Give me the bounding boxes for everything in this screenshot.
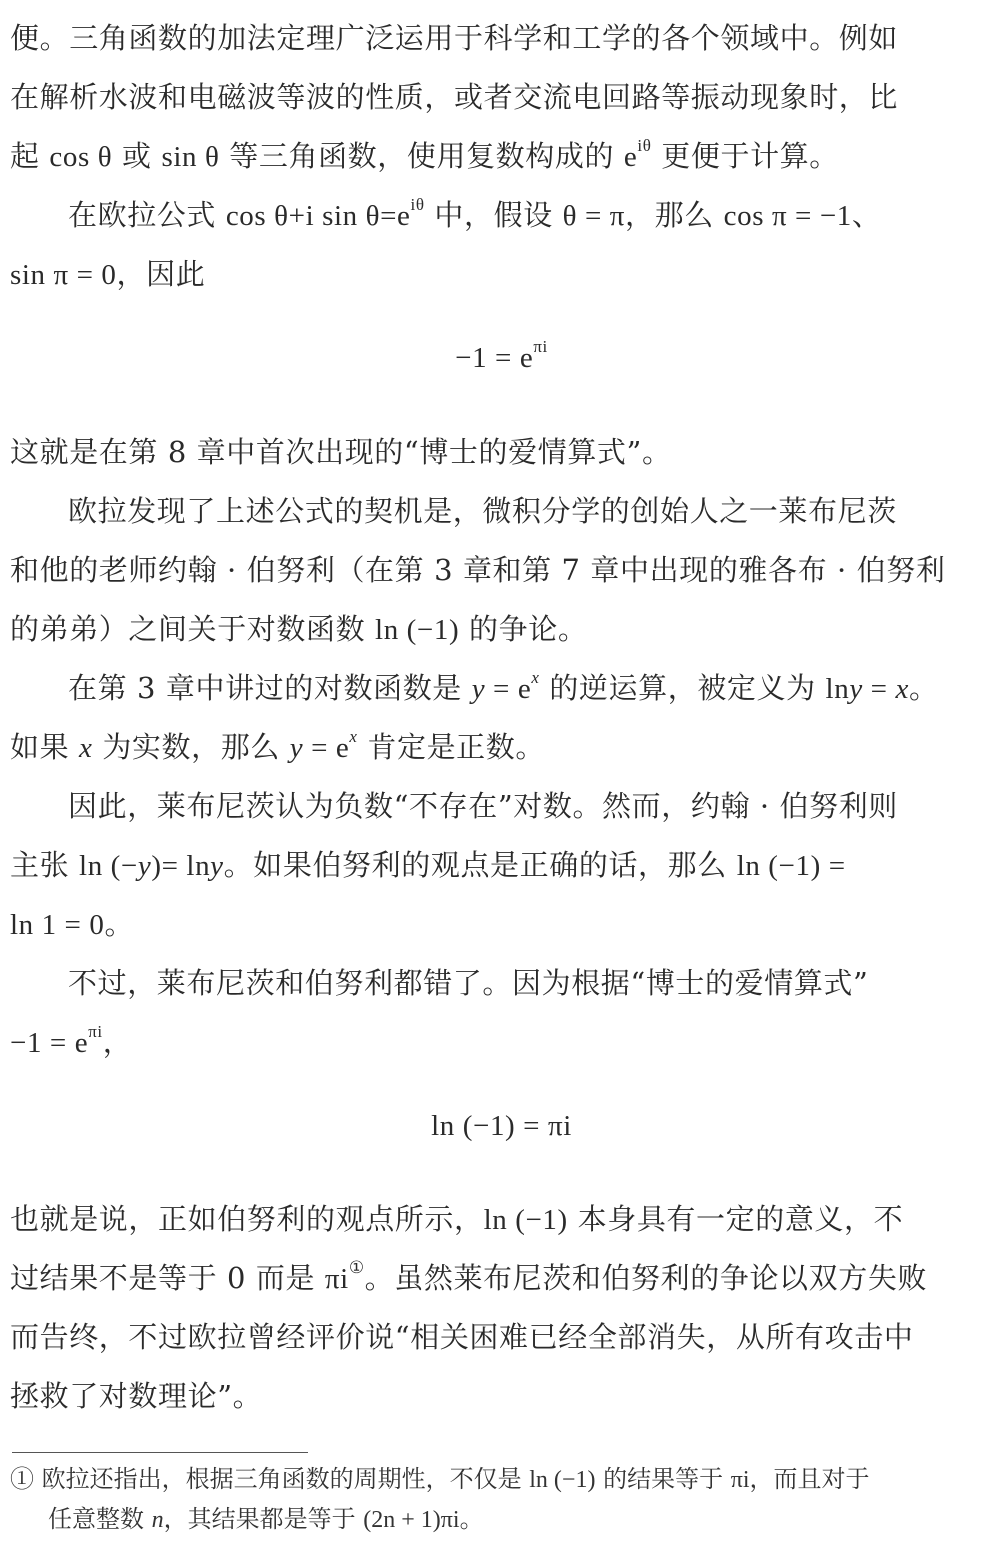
math-var-y: y — [289, 732, 304, 764]
math-eq: = — [862, 673, 896, 705]
text: ，因此 — [116, 257, 206, 291]
math-var-n: n — [151, 1507, 164, 1533]
footnote-divider — [12, 1452, 308, 1453]
paragraph-6-line-2 — [10, 845, 989, 885]
text: 或 — [112, 139, 162, 173]
math-pi-i: πi — [324, 1263, 349, 1295]
paragraph-5-line-1 — [68, 668, 989, 708]
math-eq-e: = e — [485, 673, 532, 705]
math-exponent: iθ — [410, 195, 425, 215]
equation-euler-identity — [0, 338, 1003, 378]
text: 本身具有一定的意义，不 — [567, 1202, 904, 1236]
text: 、 — [851, 198, 882, 232]
paragraph-1-line-3 — [10, 136, 989, 176]
math-ln-close: )= ln — [151, 850, 211, 882]
text: 在第 3 章中讲过的对数函数是 — [68, 671, 472, 705]
paragraph-3-line-1: 这就是在第 8 章中首次出现的“博士的爱情算式”。 — [10, 435, 672, 469]
text: 的弟弟）之间关于对数函数 — [10, 612, 376, 646]
math-ln-minus-one: ln (−1) — [483, 1204, 568, 1236]
text: 欧拉还指出，根据三角函数的周期性，不仅是 — [34, 1465, 530, 1493]
text: 在欧拉公式 — [68, 198, 226, 232]
text: 。 — [908, 671, 939, 705]
math-var-x: x — [349, 727, 358, 747]
math-theta-pi: θ = π — [562, 200, 626, 232]
paragraph-2-line-1 — [68, 195, 989, 235]
paragraph-5-line-2 — [10, 727, 989, 767]
text: 等三角函数，使用复数构成的 — [219, 139, 624, 173]
paragraph-4-line-1: 欧拉发现了上述公式的契机是，微积分学的创始人之一莱布尼茨 — [68, 494, 897, 528]
math-ln-one: ln 1 = 0 — [10, 909, 105, 941]
math-var-y: y — [210, 850, 224, 882]
math-var-y: y — [849, 673, 863, 705]
math-ln: ln — [825, 673, 850, 705]
text: 也就是说，正如伯努利的观点所示， — [10, 1202, 484, 1236]
paragraph-7-line-2 — [10, 1022, 989, 1062]
paragraph-6-line-3 — [10, 904, 989, 944]
math-cos-theta: cos θ — [49, 141, 113, 173]
math-var-y: y — [137, 850, 152, 882]
text: 任意整数 — [48, 1505, 152, 1533]
text: 。 — [459, 1505, 484, 1533]
math-cos-pi: cos π = −1 — [723, 200, 852, 232]
math-general-solution: (2n + 1)πi — [363, 1507, 460, 1533]
math-var-x: x — [895, 673, 909, 705]
math-var-x: x — [79, 732, 93, 764]
paragraph-1-line-1: 便。三角函数的加法定理广泛运用于科学和工学的各个领域中。例如 — [10, 21, 899, 55]
text: 的争论。 — [459, 612, 588, 646]
footnote-reference[interactable]: ① — [348, 1258, 365, 1279]
equation-exponent: πi — [533, 337, 548, 357]
math-exponent: iθ — [637, 136, 652, 156]
footnote-line-2 — [48, 1502, 989, 1537]
paragraph-6-line-1: 因此，莱布尼茨认为负数“不存在”对数。然而，约翰 · 伯努利则 — [68, 789, 898, 823]
text: 过结果不是等于 0 而是 — [10, 1261, 325, 1295]
math-ln-minus-one: ln (−1) — [529, 1467, 596, 1493]
math-sin-pi: sin π = 0 — [10, 259, 117, 291]
paragraph-8-line-3: 而告终，不过欧拉曾经评价说“相关困难已经全部消失，从所有攻击中 — [10, 1320, 914, 1354]
text: 肯定是正数。 — [357, 730, 545, 764]
footnote-line-1 — [10, 1462, 989, 1497]
math-e: e — [623, 141, 638, 173]
math-sin-theta: sin θ — [161, 141, 220, 173]
math-var-y: y — [471, 673, 486, 705]
math-var-x: x — [531, 668, 540, 688]
math-ln-open: ln (− — [79, 850, 138, 882]
paragraph-7-line-1: 不过，莱布尼茨和伯努利都错了。因为根据“博士的爱情算式” — [68, 966, 869, 1000]
text: 中，假设 — [424, 198, 563, 232]
text: 主张 — [10, 848, 80, 882]
paragraph-4-line-2: 和他的老师约翰 · 伯努利（在第 3 章和第 7 章中出现的雅各布 · 伯努利 — [10, 553, 946, 587]
math-base: −1 = e — [10, 1027, 89, 1059]
text: ， — [102, 1025, 133, 1059]
math-ln-minus-one: ln (−1) = — [736, 850, 846, 882]
text: 起 — [10, 139, 50, 173]
text: 的结果等于 — [595, 1465, 731, 1493]
math-ln-minus-one: ln (−1) — [375, 614, 460, 646]
math-pi-i: πi — [730, 1467, 750, 1493]
math-euler-formula: cos θ+i sin θ=e — [225, 200, 411, 232]
math-eq-e: = e — [303, 732, 350, 764]
text: 更便于计算。 — [651, 139, 839, 173]
paragraph-2-line-2 — [10, 254, 989, 294]
paragraph-8-line-2 — [10, 1258, 989, 1298]
text: 的逆运算，被定义为 — [539, 671, 826, 705]
paragraph-8-line-4: 拯救了对数理论”。 — [10, 1379, 263, 1413]
equation-base: −1 = e — [455, 342, 534, 374]
footnote-marker: ① — [10, 1465, 34, 1493]
text: 。虽然莱布尼茨和伯努利的争论以双方失败 — [364, 1261, 928, 1295]
equation-ln-minus-one: ln (−1) = πi — [431, 1110, 572, 1142]
paragraph-1-line-2: 在解析水波和电磁波等波的性质，或者交流电回路等振动现象时，比 — [10, 80, 899, 114]
text: ，而且对于 — [749, 1465, 870, 1493]
text: 。 — [104, 907, 135, 941]
text: 为实数，那么 — [92, 730, 290, 764]
paragraph-4-line-3 — [10, 609, 989, 649]
text: ，其结果都是等于 — [163, 1505, 364, 1533]
math-exponent: πi — [88, 1022, 103, 1042]
text: 。如果伯努利的观点是正确的话，那么 — [223, 848, 737, 882]
paragraph-8-line-1 — [10, 1199, 989, 1239]
text: ，那么 — [625, 198, 724, 232]
text: 如果 — [10, 730, 80, 764]
